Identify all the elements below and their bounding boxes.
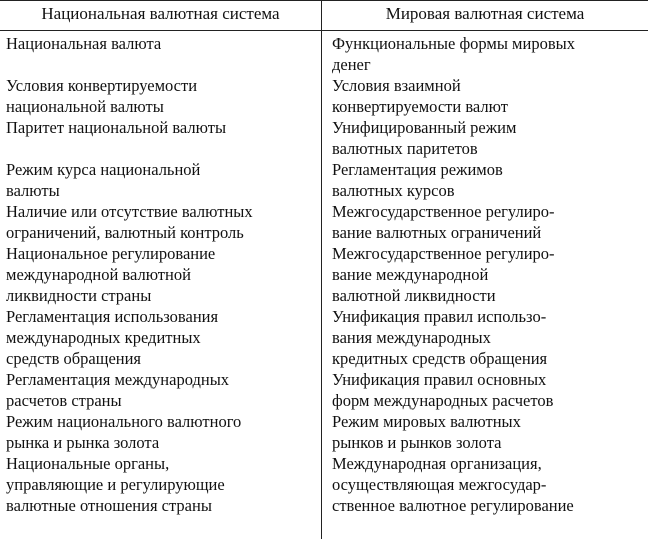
- cell-line: Унификация правил основных: [332, 370, 547, 389]
- cell-line: ственное валютное регулирование: [332, 496, 574, 515]
- table-row: [0, 33, 648, 75]
- cell-world: [321, 159, 648, 201]
- cell-line: Унифицированный режим: [332, 118, 517, 137]
- cell-line: валютной ликвидности: [332, 286, 496, 305]
- table-row: [0, 117, 648, 159]
- table-row: [0, 243, 648, 306]
- cell-line: Международная организация,: [332, 454, 542, 473]
- cell-line: форм международных расчетов: [332, 391, 554, 410]
- cell-line: международной валютной: [6, 265, 191, 284]
- table-row: [0, 306, 648, 369]
- cell-line: вание валютных ограничений: [332, 223, 542, 242]
- cell-national: [0, 411, 321, 453]
- cell-line: Межгосударственное регулиро-: [332, 244, 555, 263]
- cell-line: [6, 54, 321, 75]
- cell-line: валютных курсов: [332, 181, 455, 200]
- cell-line: Межгосударственное регулиро-: [332, 202, 555, 221]
- cell-line: Национальное регулирование: [6, 244, 216, 263]
- cell-national: [0, 33, 321, 75]
- cell-line: Регламентация использования: [6, 307, 219, 326]
- table-row: [0, 75, 648, 117]
- cell-line: Условия взаимной: [332, 76, 461, 95]
- cell-line: кредитных средств обращения: [332, 349, 548, 368]
- table-body: [0, 33, 648, 516]
- cell-world: [321, 411, 648, 453]
- cell-line: валютные отношения страны: [6, 496, 212, 515]
- cell-line: Режим национального валютного: [6, 412, 242, 431]
- cell-line: Регламентация международных: [6, 370, 230, 389]
- cell-line: валюты: [6, 181, 60, 200]
- header-national: Национальная валютная система: [41, 4, 280, 23]
- cell-line: Регламентация режимов: [332, 160, 503, 179]
- cell-line: ограничений, валютный контроль: [6, 223, 244, 242]
- cell-national: [0, 306, 321, 369]
- cell-line: валютных паритетов: [332, 139, 478, 158]
- cell-national: [0, 453, 321, 516]
- cell-world: [321, 117, 648, 159]
- table-row: [0, 411, 648, 453]
- table-top-rule: [0, 0, 648, 1]
- cell-line: вания международных: [332, 328, 491, 347]
- table-row: [0, 369, 648, 411]
- cell-line: рынков и рынков золота: [332, 433, 502, 452]
- cell-line: Национальная валюта: [6, 34, 162, 53]
- cell-line: Функциональные формы мировых: [332, 34, 575, 53]
- cell-line: Режим мировых валютных: [332, 412, 521, 431]
- cell-national: [0, 243, 321, 306]
- cell-line: денег: [332, 55, 371, 74]
- header-world: Мировая валютная система: [385, 4, 585, 23]
- cell-line: управляющие и регулирующие: [6, 475, 225, 494]
- cell-world: [321, 453, 648, 516]
- cell-line: расчетов страны: [6, 391, 122, 410]
- cell-national: [0, 117, 321, 159]
- cell-line: Условия конвертируемости: [6, 76, 198, 95]
- cell-line: средств обращения: [6, 349, 142, 368]
- cell-line: конвертируемости валют: [332, 97, 508, 116]
- cell-world: [321, 306, 648, 369]
- cell-line: рынка и рынка золота: [6, 433, 160, 452]
- cell-national: [0, 201, 321, 243]
- cell-national: [0, 369, 321, 411]
- cell-world: [321, 75, 648, 117]
- cell-line: вание международной: [332, 265, 489, 284]
- cell-national: [0, 159, 321, 201]
- table-row: [0, 453, 648, 516]
- cell-world: [321, 33, 648, 75]
- cell-line: Национальные органы,: [6, 454, 170, 473]
- cell-line: Паритет национальной валюты: [6, 118, 227, 137]
- cell-line: осуществляющая межгосудар-: [332, 475, 547, 494]
- table-row: [0, 201, 648, 243]
- cell-line: Режим курса национальной: [6, 160, 201, 179]
- cell-line: [6, 138, 321, 159]
- cell-line: Наличие или отсутствие валютных: [6, 202, 253, 221]
- cell-line: Унификация правил использо-: [332, 307, 547, 326]
- cell-line: ликвидности страны: [6, 286, 152, 305]
- cell-world: [321, 369, 648, 411]
- cell-world: [321, 201, 648, 243]
- table-row: [0, 159, 648, 201]
- header-bottom-rule: [0, 30, 648, 31]
- cell-line: национальной валюты: [6, 97, 164, 116]
- cell-national: [0, 75, 321, 117]
- cell-line: международных кредитных: [6, 328, 201, 347]
- cell-world: [321, 243, 648, 306]
